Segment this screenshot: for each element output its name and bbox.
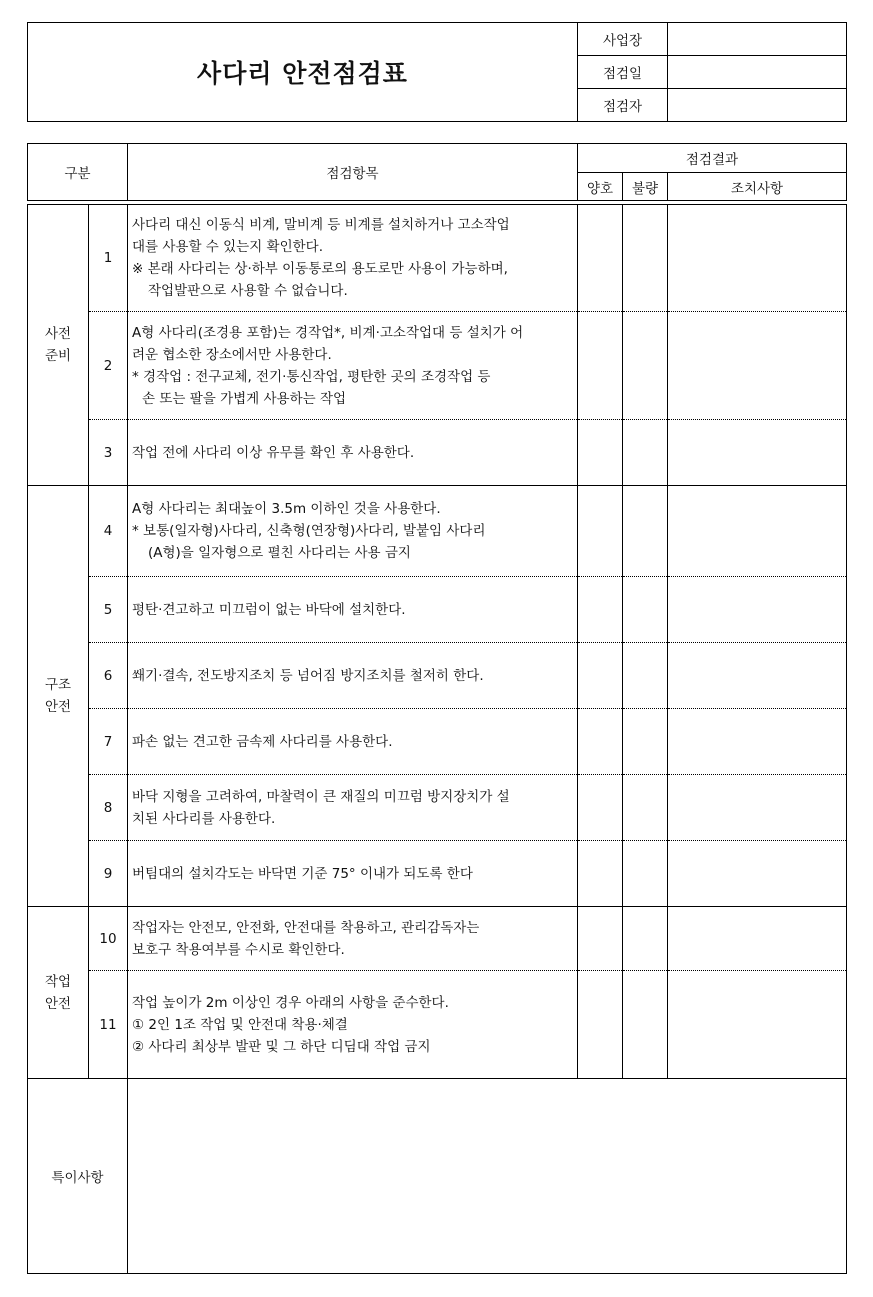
good-cell[interactable] <box>578 709 623 775</box>
check-item-8: 바닥 지형을 고려하여, 마찰력이 큰 재질의 미끄럼 방지장치가 설 치된 사다리를 사용한다. <box>128 775 578 841</box>
good-cell[interactable] <box>578 577 623 643</box>
checklist-table <box>27 143 847 1274</box>
item-number: 4 <box>89 486 128 577</box>
col-header-category: 구분 <box>28 144 128 201</box>
action-cell[interactable] <box>668 971 847 1079</box>
section-label-preparation: 사전 준비 <box>28 205 89 486</box>
good-cell[interactable] <box>578 971 623 1079</box>
action-cell[interactable] <box>668 486 847 577</box>
header-table <box>27 22 847 122</box>
good-cell[interactable] <box>578 486 623 577</box>
check-item-9: 버팀대의 설치각도는 바닥면 기준 75° 이내가 되도록 한다 <box>128 841 578 907</box>
check-item-5: 평탄·견고하고 미끄럼이 없는 바닥에 설치한다. <box>128 577 578 643</box>
col-header-action: 조치사항 <box>668 173 847 201</box>
bad-cell[interactable] <box>623 709 668 775</box>
action-cell[interactable] <box>668 577 847 643</box>
item-number: 10 <box>89 907 128 971</box>
bad-cell[interactable] <box>623 775 668 841</box>
check-item-7: 파손 없는 견고한 금속제 사다리를 사용한다. <box>128 709 578 775</box>
check-item-1: 사다리 대신 이동식 비계, 말비계 등 비계를 설치하거나 고소작업 대를 사용할 수 있는지 확인한다. ※ 본래 사다리는 상·하부 이동통로의 용도로만 사용이 가능하며, 작업발판으로 사용할 수 없습니다. <box>128 205 578 312</box>
item-number: 8 <box>89 775 128 841</box>
header-value-inspector[interactable] <box>668 89 847 122</box>
action-cell[interactable] <box>668 205 847 312</box>
remarks-field[interactable] <box>128 1079 847 1274</box>
action-cell[interactable] <box>668 775 847 841</box>
header-label-site: 사업장 <box>578 23 668 56</box>
good-cell[interactable] <box>578 775 623 841</box>
bad-cell[interactable] <box>623 971 668 1079</box>
bad-cell[interactable] <box>623 841 668 907</box>
check-item-2: A형 사다리(조경용 포함)는 경작업*, 비계·고소작업대 등 설치가 어 려운 협소한 장소에서만 사용한다. * 경작업 : 전구교체, 전기·통신작업, 평탄한 곳의 조경작업 등 손 또는 팔을 가볍게 사용하는 작업 <box>128 312 578 420</box>
check-item-11: 작업 높이가 2m 이상인 경우 아래의 사항을 준수한다. ① 2인 1조 작업 및 안전대 착용·체결 ② 사다리 최상부 발판 및 그 하단 디딤대 작업 금지 <box>128 971 578 1079</box>
good-cell[interactable] <box>578 907 623 971</box>
action-cell[interactable] <box>668 709 847 775</box>
good-cell[interactable] <box>578 643 623 709</box>
item-number: 9 <box>89 841 128 907</box>
action-cell[interactable] <box>668 420 847 486</box>
item-number: 3 <box>89 420 128 486</box>
good-cell[interactable] <box>578 312 623 420</box>
bad-cell[interactable] <box>623 486 668 577</box>
action-cell[interactable] <box>668 907 847 971</box>
bad-cell[interactable] <box>623 907 668 971</box>
bad-cell[interactable] <box>623 205 668 312</box>
check-item-3: 작업 전에 사다리 이상 유무를 확인 후 사용한다. <box>128 420 578 486</box>
header-value-site[interactable] <box>668 23 847 56</box>
item-number: 5 <box>89 577 128 643</box>
item-number: 2 <box>89 312 128 420</box>
item-number: 11 <box>89 971 128 1079</box>
item-number: 7 <box>89 709 128 775</box>
col-header-result: 점검결과 <box>578 144 847 173</box>
header-label-inspector: 점검자 <box>578 89 668 122</box>
bad-cell[interactable] <box>623 577 668 643</box>
col-header-item: 점검항목 <box>128 144 578 201</box>
bad-cell[interactable] <box>623 643 668 709</box>
item-number: 6 <box>89 643 128 709</box>
action-cell[interactable] <box>668 643 847 709</box>
good-cell[interactable] <box>578 205 623 312</box>
section-label-work: 작업 안전 <box>28 907 89 1079</box>
check-item-6: 쐐기·결속, 전도방지조치 등 넘어짐 방지조치를 철저히 한다. <box>128 643 578 709</box>
section-label-structure: 구조 안전 <box>28 486 89 907</box>
check-item-10: 작업자는 안전모, 안전화, 안전대를 착용하고, 관리감독자는 보호구 착용여부를 수시로 확인한다. <box>128 907 578 971</box>
check-item-4: A형 사다리는 최대높이 3.5m 이하인 것을 사용한다. * 보통(일자형)사다리, 신축형(연장형)사다리, 발붙임 사다리 (A형)을 일자형으로 펼친 사다리는 사용 금지 <box>128 486 578 577</box>
item-number: 1 <box>89 205 128 312</box>
col-header-bad: 불량 <box>623 173 668 201</box>
good-cell[interactable] <box>578 841 623 907</box>
header-label-date: 점검일 <box>578 56 668 89</box>
action-cell[interactable] <box>668 841 847 907</box>
col-header-good: 양호 <box>578 173 623 201</box>
remarks-label: 특이사항 <box>28 1079 128 1274</box>
bad-cell[interactable] <box>623 312 668 420</box>
page-title: 사다리 안전점검표 <box>28 23 578 122</box>
bad-cell[interactable] <box>623 420 668 486</box>
good-cell[interactable] <box>578 420 623 486</box>
header-value-date[interactable] <box>668 56 847 89</box>
action-cell[interactable] <box>668 312 847 420</box>
